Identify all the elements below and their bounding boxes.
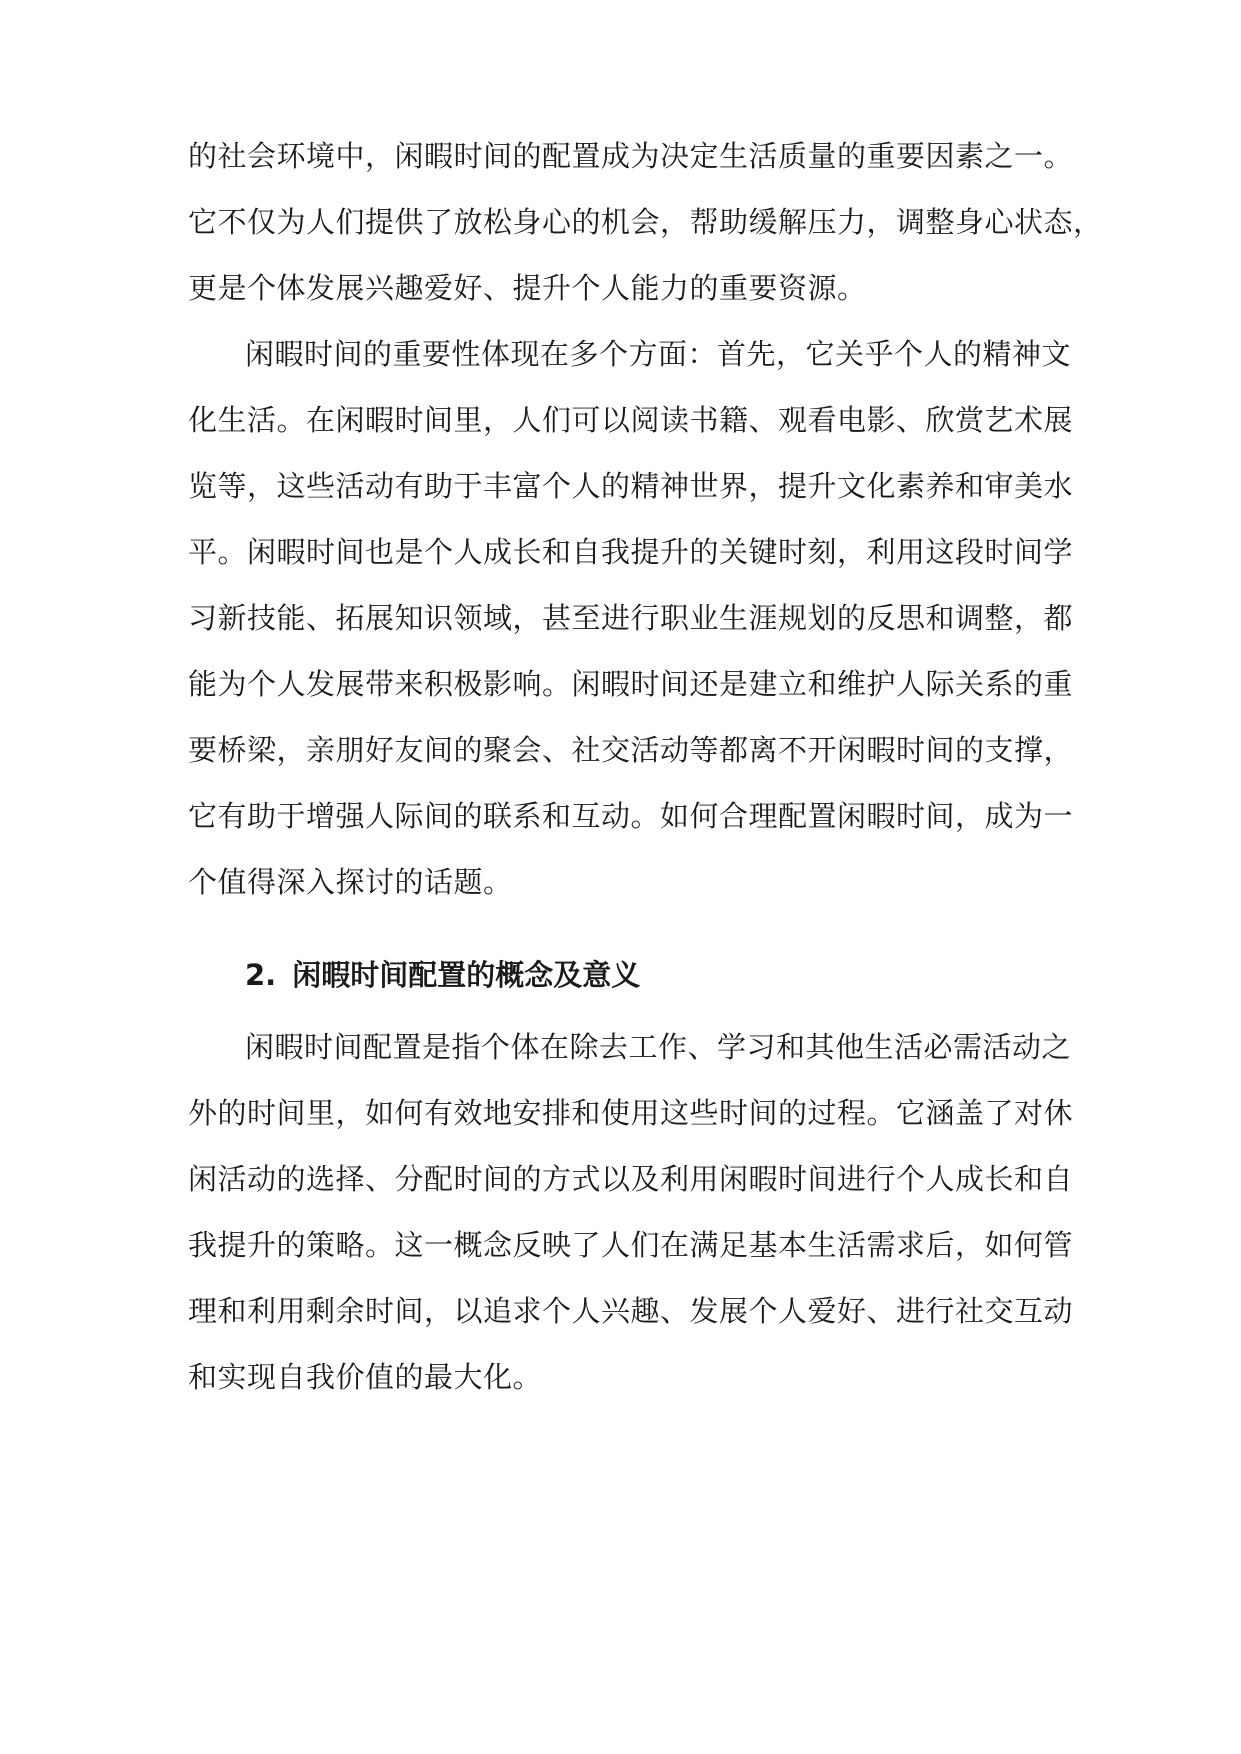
paragraph-line: 理和利用剩余时间，以追求个人兴趣、发展个人爱好、进行社交互动	[188, 1294, 1074, 1328]
paragraph-line: 平。闲暇时间也是个人成长和自我提升的关键时刻，利用这段时间学	[188, 535, 1074, 569]
paragraph-line: 能为个人发展带来积极影响。闲暇时间还是建立和维护人际关系的重	[188, 667, 1074, 701]
paragraph-line: 闲暇时间配置是指个体在除去工作、学习和其他生活必需活动之	[245, 1030, 1072, 1064]
paragraph-line: 和实现自我价值的最大化。	[188, 1360, 543, 1394]
paragraph-line: 个值得深入探讨的话题。	[188, 865, 513, 899]
paragraph-line: 更是个体发展兴趣爱好、提升个人能力的重要资源。	[188, 271, 867, 305]
section-heading	[245, 955, 640, 995]
paragraph-line: 化生活。在闲暇时间里，人们可以阅读书籍、观看电影、欣赏艺术展	[188, 403, 1074, 437]
section-number: 2.	[245, 958, 277, 992]
paragraph-line: 它有助于增强人际间的联系和互动。如何合理配置闲暇时间，成为一	[188, 799, 1074, 833]
paragraph-line: 闲活动的选择、分配时间的方式以及利用闲暇时间进行个人成长和自	[188, 1162, 1074, 1196]
paragraph-line: 我提升的策略。这一概念反映了人们在满足基本生活需求后，如何管	[188, 1228, 1074, 1262]
paragraph-line: 要桥梁，亲朋好友间的聚会、社交活动等都离不开闲暇时间的支撑，	[188, 733, 1074, 767]
paragraph-line: 闲暇时间的重要性体现在多个方面：首先，它关乎个人的精神文	[245, 337, 1072, 371]
paragraph-line: 外的时间里，如何有效地安排和使用这些时间的过程。它涵盖了对休	[188, 1096, 1074, 1130]
paragraph-line: 习新技能、拓展知识领域，甚至进行职业生涯规划的反思和调整，都	[188, 601, 1074, 635]
paragraph-line: 览等，这些活动有助于丰富个人的精神世界，提升文化素养和审美水	[188, 469, 1074, 503]
section-title: 闲暇时间配置的概念及意义	[292, 958, 641, 992]
paragraph-line: 它不仅为人们提供了放松身心的机会，帮助缓解压力，调整身心状态，	[188, 205, 1103, 239]
paragraph-line: 的社会环境中，闲暇时间的配置成为决定生活质量的重要因素之一。	[188, 139, 1074, 173]
